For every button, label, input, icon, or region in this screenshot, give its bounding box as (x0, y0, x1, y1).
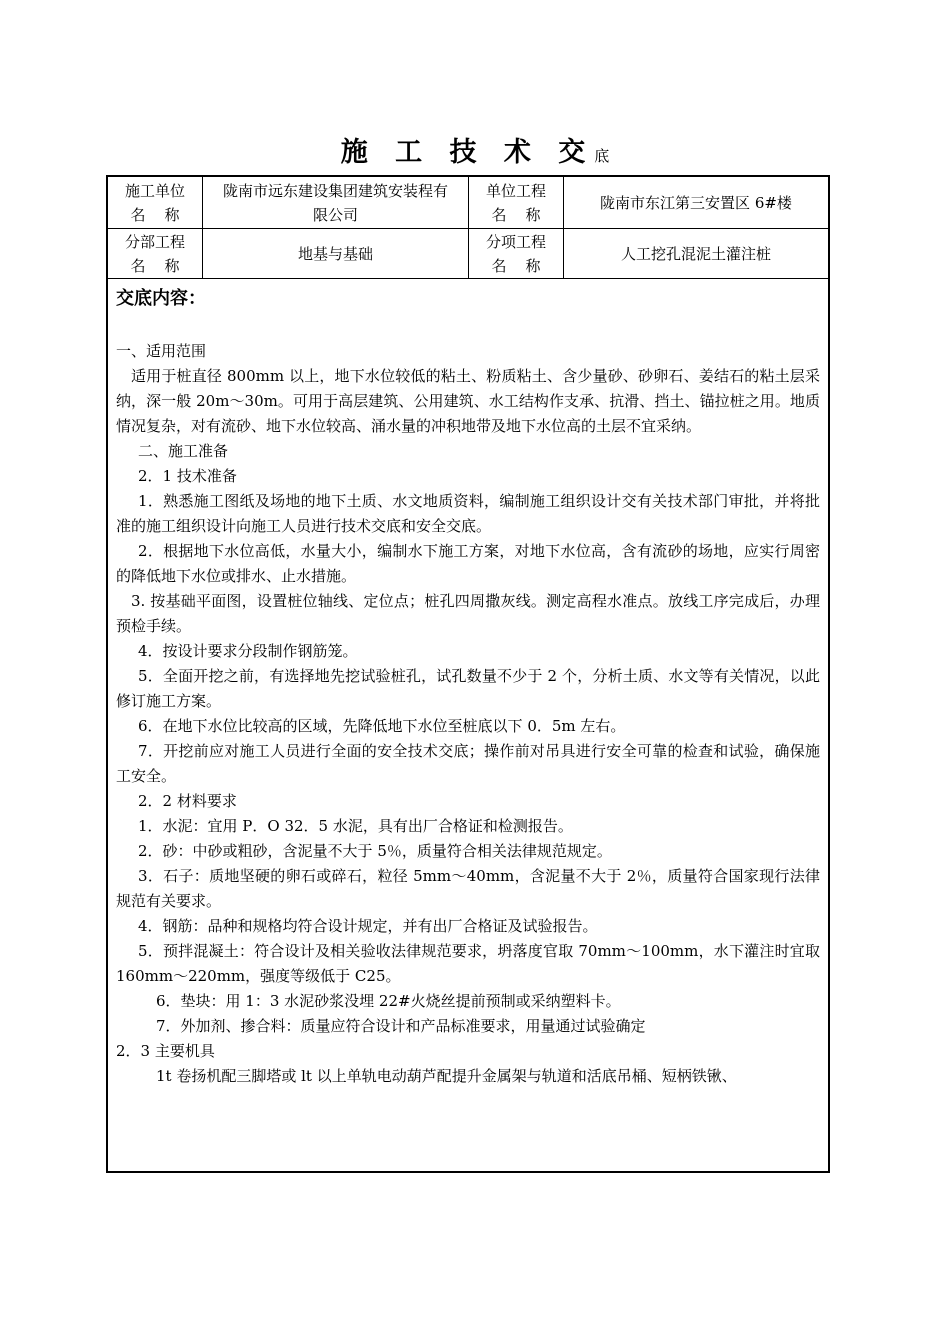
title-tail: 底 (594, 147, 610, 165)
subitem-project-label: 分项工程 名 称 (469, 229, 564, 278)
construction-unit-value: 陇南市远东建设集团建筑安装程有限公司 (203, 177, 469, 228)
list-item: 2．根据地下水位高低，水量大小，编制水下施工方案，对地下水位高，含有流砂的场地，应实行周密的降低地下水位或排水、止水措施。 (116, 542, 820, 585)
list-item: 6．在地下水位比较高的区域，先降低地下水位至桩底以下 0．5m 左右。 (138, 717, 626, 735)
subsection-heading-materials: 2．2 材料要求 (138, 792, 237, 810)
section-heading-preparation: 二、施工准备 (138, 442, 229, 460)
title-main: 施 工 技 术 交 (340, 137, 595, 168)
construction-unit-label: 施工单位 名 称 (108, 177, 203, 228)
paragraph-scope: 适用于桩直径 800mm 以上，地下水位较低的粘土、粉质粘土、含少量砂、砂卵石、姜结石的粘土层采纳，深一般 20m～30m。可用于高层建筑、公用建筑、水工结构作支承、抗滑、挡土、锚拉桩之用。地质情况复杂，对有流砂、地下水位较高、涌水量的冲积地带及地下水位高的土层不宜采纳。 (116, 367, 820, 435)
list-item: 7．开挖前应对施工人员进行全面的安全技术交底；操作前对吊具进行安全可靠的检查和试验，确保施工安全。 (116, 742, 820, 785)
division-project-value: 地基与基础 (203, 229, 469, 278)
list-item: 7．外加剂、掺合料：质量应符合设计和产品标准要求，用量通过试验确定 (156, 1017, 646, 1035)
header-row-unit (108, 177, 828, 229)
list-item: 4．钢筋：品种和规格均符合设计规定，并有出厂合格证及试验报告。 (138, 917, 598, 935)
paragraph-machinery: 1t 卷扬机配三脚塔或 lt 以上单轨电动葫芦配提升金属架与轨道和活底吊桶、短柄铁锹、 (156, 1067, 737, 1085)
list-item: 5．全面开挖之前，有选择地先挖试验桩孔，试孔数量不少于 2 个，分析土质、水文等有关情况，以此修订施工方案。 (116, 667, 820, 710)
unit-project-label: 单位工程 名 称 (469, 177, 564, 228)
unit-project-value: 陇南市东江第三安置区 6#楼 (600, 193, 792, 212)
subsection-heading-technical: 2．1 技术准备 (138, 467, 237, 485)
list-item: 3．石子：质地坚硬的卵石或碎石，粒径 5mm～40mm，含泥量不大于 2％，质量符合国家现行法律规范有关要求。 (116, 867, 820, 910)
list-item: 2．砂：中砂或粗砂，含泥量不大于 5％，质量符合相关法律规范规定。 (138, 842, 612, 860)
list-item: 1．水泥：宜用 P．O 32．5 水泥，具有出厂合格证和检测报告。 (138, 817, 573, 835)
list-item: 1．熟悉施工图纸及场地的地下土质、水文地质资料，编制施工组织设计交有关技术部门审批，并将批准的施工组织设计向施工人员进行技术交底和安全交底。 (116, 492, 820, 535)
header-row-subproject (108, 229, 828, 279)
list-item: 3. 按基础平面图，设置桩位轴线、定位点；桩孔四周撒灰线。测定高程水准点。放线工序完成后，办理预检手续。 (116, 592, 820, 635)
disclosure-sheet (106, 175, 830, 1173)
content-heading: 交底内容： (116, 288, 206, 309)
list-item: 5．预拌混凝土：符合设计及相关验收法律规范要求，坍落度官取 70mm～100mm，水下灌注时宜取 160mm～220mm，强度等级低于 C25。 (116, 942, 820, 985)
list-item: 4．按设计要求分段制作钢筋笼。 (138, 642, 358, 660)
disclosure-content (108, 279, 828, 1089)
division-project-label: 分部工程 名 称 (108, 229, 203, 278)
list-item: 6．垫块：用 1：3 水泥砂浆没埋 22#火烧丝提前预制或采纳塑料卡。 (156, 992, 621, 1010)
section-heading-scope: 一、适用范围 (116, 342, 207, 360)
subsection-heading-machinery: 2．3 主要机具 (116, 1042, 215, 1060)
subitem-project-value: 人工挖孔混泥土灌注桩 (620, 244, 771, 263)
document-title (0, 130, 950, 169)
